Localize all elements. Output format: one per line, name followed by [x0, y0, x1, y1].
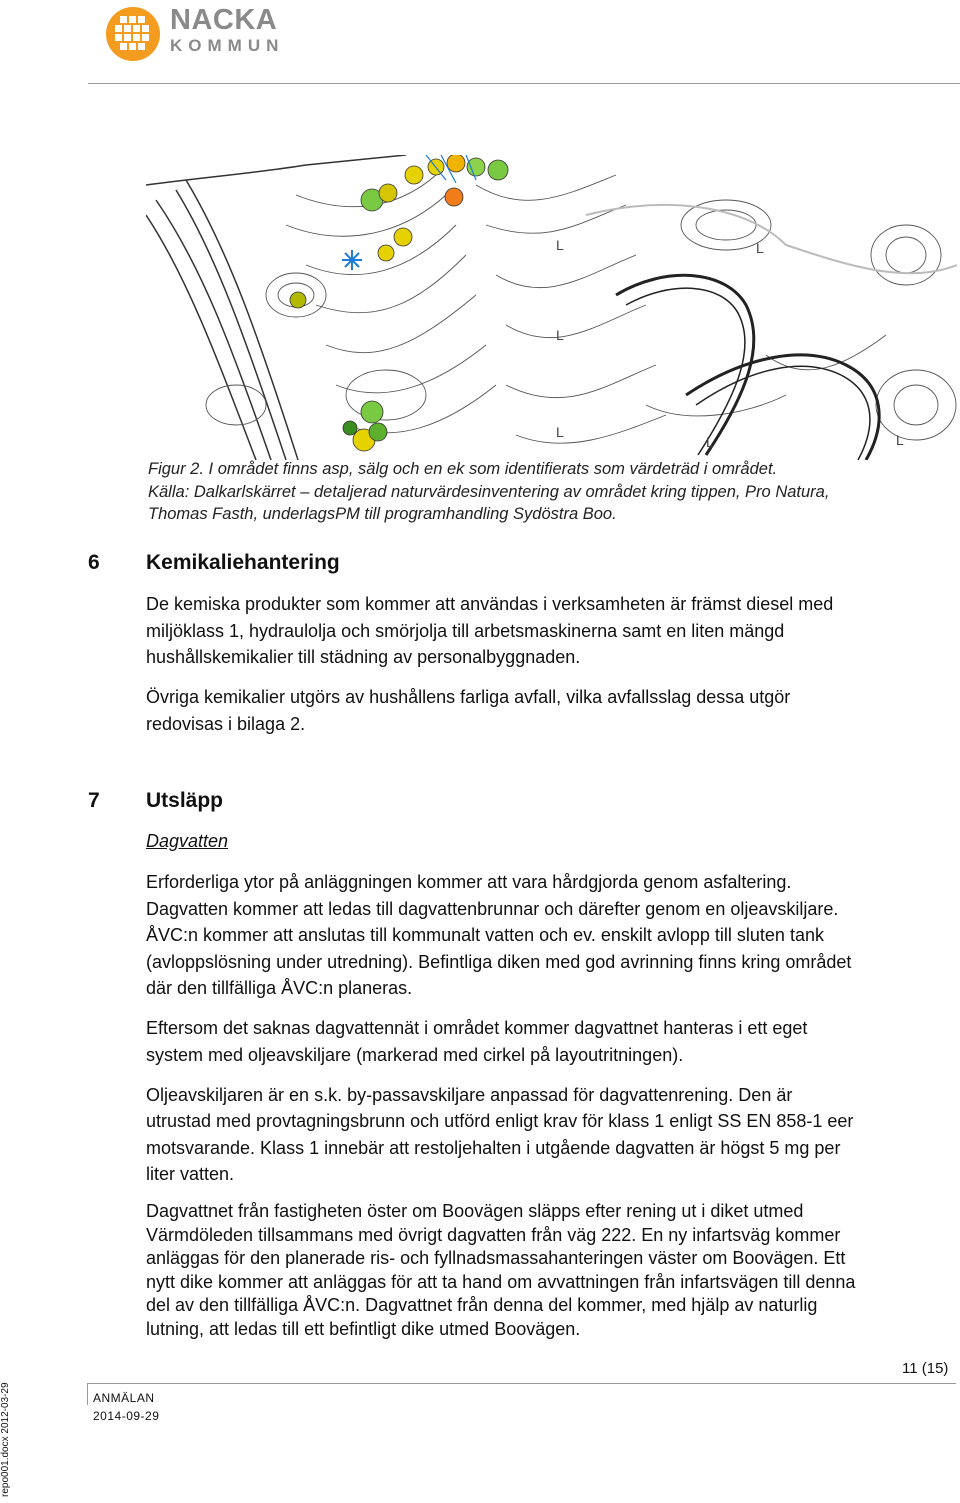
paragraph-line: Dagvattnet från fastigheten öster om Boovägen släpps efter rening ut i diket utmed [146, 1201, 804, 1221]
paragraph-line: del av den tillfälliga ÅVC:n. Dagvattnet från denna del kommer, med hjälp av naturlig [146, 1295, 818, 1315]
logo-sub: KOMMUN [170, 36, 285, 55]
section-number: 6 [88, 551, 100, 574]
footer-label: ANMÄLAN [93, 1391, 155, 1405]
figure-caption-line: Thomas Fasth, underlagsPM till programhandling Sydöstra Boo. [148, 505, 617, 523]
paragraph-line: Erforderliga ytor på anläggningen kommer att vara hårdgjorda genom asfaltering. [146, 872, 792, 892]
paragraph-line: motsvarande. Klass 1 innebär att restoljehalten i utgående dagvatten är högst 5 mg per [146, 1138, 841, 1158]
map-label: L [756, 240, 764, 256]
subheading: Dagvatten [146, 831, 229, 851]
footer-tick [87, 1383, 88, 1405]
section-title: Utsläpp [146, 789, 224, 812]
paragraph-line: Oljeavskiljaren är en s.k. by-passavskiljare anpassad för dagvattenrening. Den är [146, 1085, 793, 1105]
paragraph-line: utrustad med provtagningsbrunn och utförd enligt krav för klass 1 enligt SS EN 858-1 eer [146, 1111, 854, 1131]
section-title: Kemikaliehantering [146, 551, 340, 574]
paragraph-line: liter vatten. [146, 1164, 235, 1184]
map-label: L [896, 432, 904, 448]
paragraph-line: lutning, att ledas till ett befintligt dike utmed Boovägen. [146, 1319, 581, 1339]
paragraph-line: Värmdöleden tillsammans med övrigt dagvatten från väg 222. En ny infartsväg kommer [146, 1225, 841, 1245]
paragraph-line: där den tillfälliga ÅVC:n planeras. [146, 978, 413, 998]
paragraph-line: Övriga kemikalier utgörs av hushållens farliga avfall, vilka avfallsslag dessa utgör [146, 687, 791, 707]
footer-rule [87, 1383, 956, 1384]
paragraph-line: Dagvatten kommer att ledas till dagvattenbrunnar och därefter genom en oljeavskiljare. [146, 899, 839, 919]
paragraph-line: system med oljeavskiljare (markerad med cirkel på layoutritningen). [146, 1045, 684, 1065]
contour-map-figure [146, 155, 957, 460]
paragraph-line: miljöklass 1, hydraulolja och smörjolja till arbetsmaskinerna samt en liten mängd [146, 621, 785, 641]
section-number: 7 [88, 789, 100, 812]
map-label: L [556, 424, 564, 440]
map-label: L [556, 237, 564, 253]
paragraph-line: ÅVC:n kommer att anslutas till kommunalt vatten och ev. enskilt avlopp till sluten tank [146, 925, 824, 945]
figure-caption-line: Figur 2. I området finns asp, sälg och en ek som identifierats som värdeträd i området. [148, 460, 778, 478]
figure-caption-line: Källa: Dalkarlskärret – detaljerad naturvärdesinventering av området kring tippen, Pro Natura, [148, 483, 830, 501]
paragraph-line: Eftersom det saknas dagvattennät i området kommer dagvattnet hanteras i ett eget [146, 1018, 808, 1038]
footer-date: 2014-09-29 [93, 1409, 160, 1423]
paragraph-line: hushållskemikalier till städning av personalbyggnaden. [146, 647, 581, 667]
header-rule [88, 83, 960, 84]
paragraph-line: anläggas för den planerade ris- och fyllnadsmassahanteringen väster om Boovägen. Ett [146, 1248, 846, 1268]
logo-name: NACKA [170, 4, 278, 36]
paragraph-line: De kemiska produkter som kommer att användas i verksamheten är främst diesel med [146, 594, 834, 614]
paragraph-line: (avloppslösning under utredning). Befintliga diken med god avrinning finns kring området [146, 952, 852, 972]
page-number: 11 (15) [902, 1360, 949, 1377]
map-label: L [706, 434, 714, 450]
side-template-text: repo001.docx 2012-03-29 [0, 1382, 11, 1497]
paragraph-line: redovisas i bilaga 2. [146, 714, 306, 734]
map-label: L [556, 327, 564, 343]
paragraph-line: nytt dike kommer att anläggas för att ta hand om avvattningen från infartsvägen till denna [146, 1272, 856, 1292]
